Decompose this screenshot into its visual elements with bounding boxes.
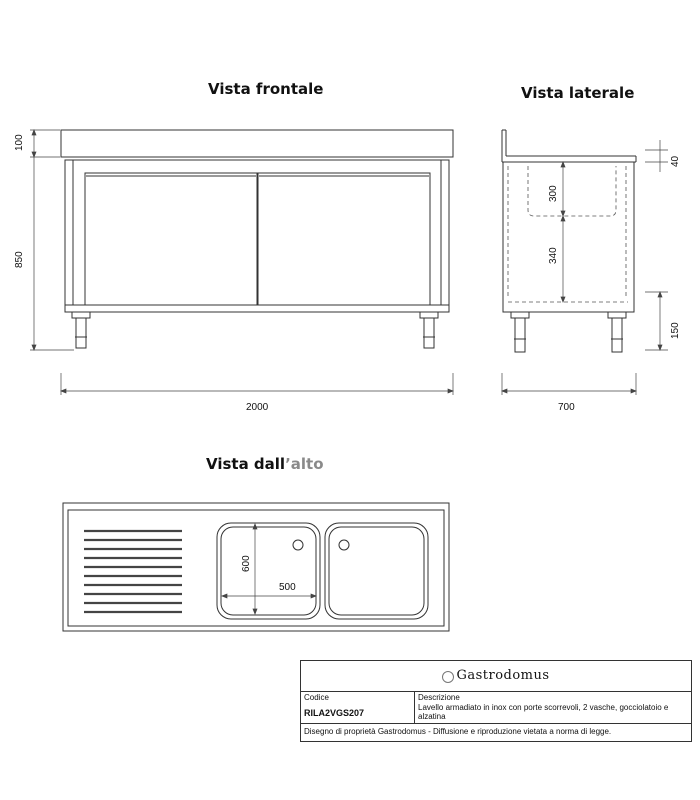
description-label: Descrizione bbox=[418, 693, 460, 702]
dim-side-width: 700 bbox=[558, 402, 575, 413]
dim-side-top: 40 bbox=[670, 155, 681, 167]
top-view-title-main: Vista dall bbox=[206, 455, 286, 473]
front-view bbox=[61, 130, 453, 348]
side-dimensions bbox=[502, 140, 668, 395]
dim-side-legs: 150 bbox=[670, 322, 681, 339]
front-view-title: Vista frontale bbox=[208, 80, 324, 98]
dim-front-width: 2000 bbox=[246, 402, 269, 413]
brand-row bbox=[301, 661, 691, 692]
description-cell bbox=[415, 691, 691, 723]
description-value: Lavello armadiato in inox con porte scorrevoli, 2 vasche, gocciolatoio e alzatina bbox=[418, 703, 669, 721]
copyright-footer: Disegno di proprietà Gastrodomus - Diffusione e riproduzione vietata a norma di legge. bbox=[304, 727, 612, 736]
dim-side-basin-depth: 300 bbox=[548, 185, 559, 202]
dim-bowl-width: 500 bbox=[279, 582, 296, 593]
code-cell bbox=[301, 691, 415, 723]
brand-name: Gastrodomus bbox=[456, 668, 550, 683]
code-label: Codice bbox=[304, 693, 329, 702]
side-hidden-lines bbox=[508, 166, 628, 302]
side-view-title: Vista laterale bbox=[521, 84, 635, 102]
dim-bowl-depth: 600 bbox=[241, 555, 252, 572]
title-block bbox=[300, 660, 692, 742]
side-view bbox=[502, 130, 636, 352]
top-dimensions bbox=[222, 524, 316, 614]
drainboard-ridges bbox=[84, 531, 182, 612]
brand-logo-icon bbox=[442, 671, 454, 683]
code-value: RILA2VGS207 bbox=[304, 708, 365, 718]
dim-front-top-height: 100 bbox=[14, 134, 25, 151]
dim-side-lower: 340 bbox=[548, 247, 559, 264]
product-row bbox=[301, 691, 691, 724]
front-dimensions bbox=[30, 130, 453, 395]
top-view-title-suffix: ’alto bbox=[285, 455, 324, 473]
dim-front-body-height: 850 bbox=[14, 251, 25, 268]
